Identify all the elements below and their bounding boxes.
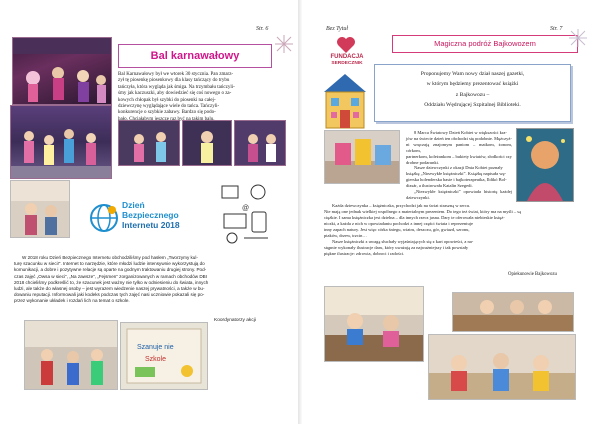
article-headline-box	[392, 35, 578, 53]
text-line: gierska holenderska basie i bajkoterapeutka, Ildikó Bol-	[406, 177, 507, 183]
internet-day-text	[122, 200, 180, 230]
party-photo-5	[234, 120, 286, 166]
page-number-right: Str. 7	[550, 26, 563, 32]
chalk-text-1: Szanuje nie	[137, 344, 174, 351]
foundation-logo-text	[324, 54, 370, 67]
poster-photo	[120, 322, 208, 390]
text-line: ni wręczają znajomym paniom – matkom, żonom, córkom,	[406, 141, 512, 153]
text-line: inny zapach natury. Jest więc córka śniegu, wiatru, deszczu, gór, gwiazd, szronu,	[324, 227, 470, 232]
logo-line: SERDECZNIK	[331, 60, 363, 66]
text-line: konkurencje o szybkie zabawy. Bardzo się podo-	[118, 110, 216, 116]
text-line: stępnie wykonały ilustracje daru, który uważają za najważniejszy i tak powstały	[324, 245, 469, 250]
heart-logo-icon	[336, 36, 356, 54]
text-line: ludzi, ale także do własnej osoby – jest wyrazem wiedzenie naszej prywatności, a także w bu-	[14, 286, 205, 292]
text-line: drobne podarunki.	[406, 159, 439, 165]
text-line: kowych chłopak był szybki do piosenki na całej-	[118, 97, 216, 103]
signature: Opiekunowie Bajkowozu	[508, 272, 557, 277]
intro-line: z Bajkowozu –	[455, 91, 490, 98]
globe-icon	[88, 202, 120, 234]
article-title: Bal karnawałowy	[150, 50, 240, 62]
children-photo-1	[324, 286, 424, 362]
intro-box	[374, 64, 571, 122]
snowflake-icon	[568, 28, 588, 48]
crafts-photo	[324, 130, 400, 184]
text-line: czas zajęć „Owsa w sieci”, „Na zawsze”, „Fejsmen” zorganizowanych w ramach obchodów DBI	[14, 273, 208, 279]
text-line: dziewczynę wyglądające wiele do tańca. Tańczyli-	[118, 104, 220, 110]
text-line: jów na świecie dzień ten obchodzi się podobnie. Mężczyź-	[406, 135, 512, 141]
text-line: partnerkom, koleżankom – bukiety kwiatów, słodkości czy	[406, 153, 512, 159]
party-photo-4	[182, 120, 232, 166]
intro-line: w którym będziemy prezentować książki	[426, 81, 519, 88]
text-line: książkę „Niezwykłe księżniczki”. Książkę napisała wę-	[406, 171, 506, 177]
children-photo-3	[428, 334, 576, 400]
text-line: Każda dziewczynka – księżniczka, przychodzi jak na świat straszną w sercu.	[332, 203, 471, 208]
text-line: Bal Karnawałowy był we wtorek 30 stycznia. Pan zmarz-	[118, 72, 234, 77]
logo-line: Internetu 2018	[122, 220, 180, 230]
text-line: turę szacunku w sieci!”. Internet to narzędzie, które młodzi ludzie intensywnie wykorzystują do	[14, 261, 205, 267]
left-page	[0, 0, 298, 424]
text-line: tańczyła, która wygląda jak śmiga. Na trzymbału tańczyli-	[118, 84, 235, 90]
text-line: komunikacji, a dobre i pozytywne relacje są oparte na godnym traktowaniu drugiej strony. Pod-	[14, 267, 207, 273]
internet-icons-graphic	[218, 182, 276, 246]
text-line: dizsár, a ilustrowała Katalin Szegedi.	[406, 183, 473, 189]
internet-day-logo	[88, 196, 180, 242]
coordinators-signature: Koordynatorzy akcji	[214, 318, 256, 323]
page-number-left: Str. 6	[256, 26, 269, 32]
text-line: „Niezwykłe księżniczki” opowiada historię każdej dziewczynki.	[406, 189, 512, 200]
text-line: ptaków, drzew, trzcin…	[324, 233, 367, 238]
logo-line: FUNDACJA	[330, 54, 364, 60]
chalk-text-2: Szkole	[145, 356, 167, 363]
party-photo-3	[118, 120, 180, 166]
text-line: 2018 chcieliśmy podkreślić to, że szacunek jest ważny nie tylko w odniesieniu do świata, innych	[14, 279, 209, 285]
text-line: niczki, a każda z nich w opowiadaniu pochodzi z innej części świata i reprezentuje	[324, 221, 473, 226]
svg-text:@: @	[242, 205, 250, 212]
article-headline: Magiczna podróż Bajkowozem	[434, 39, 536, 48]
ornament-star-icon	[274, 34, 294, 54]
text-line: dowaniu reputacji. Informowali jaki kodeks podczas tych zajęć nasi uczniowie pokazali się po-	[14, 292, 205, 298]
text-line: Nasze dziewczynki z okazji Dnia Kobiet poznały	[414, 165, 503, 171]
text-line: W 2018 roku Dzień Bezpiecznego Internetu obchodziliśmy pod hasłem „Tworzymy kul-	[22, 255, 198, 260]
house-drawing-icon	[318, 70, 372, 132]
logo-line: Dzień	[122, 200, 145, 210]
children-photo-2	[452, 292, 574, 332]
text-line: śmy jak kaczuszki, aby dowiedzieć się coś nowego o za-	[118, 91, 232, 97]
text-line: 8 Marca Światowy Dzień Kobiet w większości kra-	[414, 130, 507, 135]
classroom-photo-2	[24, 320, 118, 390]
right-page	[302, 0, 600, 424]
intro-line: Proponujemy Wam nowy dział naszej gazetki,	[420, 71, 525, 77]
text-line: Nie mają one jednak wielkiej wspólnego z materialnym prezentem. Do tego też świat, który ma na myśli – są	[324, 209, 521, 214]
party-photo-2	[10, 105, 112, 179]
text-line: Nasze księżniczki z uwagą słuchały wyjaśniających się z kart opowieści, a na-	[332, 239, 474, 244]
classroom-photo-1	[10, 180, 70, 238]
text-line: piękne ilustracje: zdrowia, dobroci i radości.	[324, 251, 405, 256]
logo-line: Bezpiecznego	[122, 210, 179, 220]
header-label: Bez Tytuł	[326, 26, 349, 32]
intro-line: Oddziału Wędrującej Szpitalnej Biblioteki.	[424, 102, 521, 109]
book-illustration	[516, 128, 574, 202]
internet-day-article	[14, 255, 284, 305]
article-text-narrow	[406, 130, 512, 201]
article-title-box	[118, 44, 272, 68]
text-line: ciężkie. I sama księżniczka jest dzielna – dla innych rzecz jasna. Dary te oferowała niebieskie księż-	[324, 215, 505, 220]
article-text-wide	[324, 203, 576, 257]
text-line: zył tę piosenkę piosenkowy dla klasy tańczący do trybu	[118, 78, 230, 84]
party-photo-1	[12, 37, 112, 105]
text-line: przez wykonanie układek i rozdań lich na temat o szkole.	[14, 298, 130, 304]
